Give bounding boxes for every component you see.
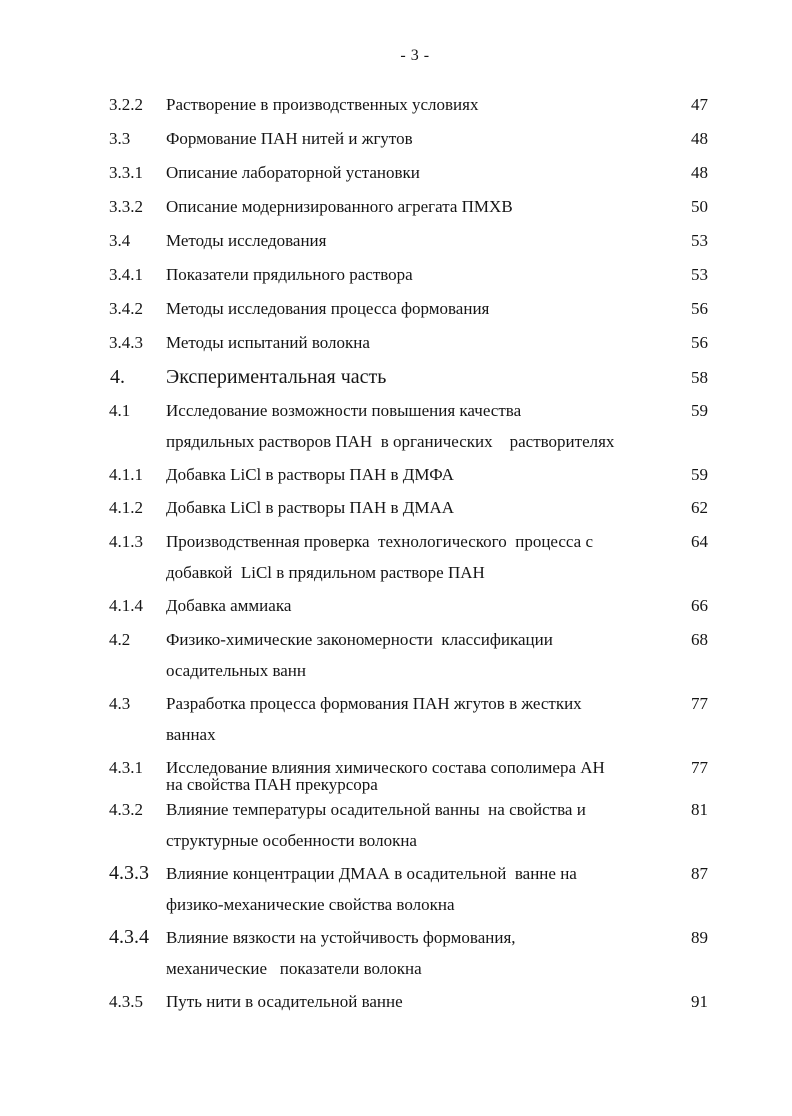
toc-entry-title-line: Физико-химические закономерности классификации	[166, 630, 553, 649]
toc-entry-page: 59	[691, 465, 708, 484]
toc-entry-number: 4.1.1	[109, 465, 143, 484]
toc-entry-title-line: прядильных растворов ПАН в органических растворителях	[166, 432, 615, 451]
toc-entry-number: 4.3	[109, 694, 131, 713]
toc-entry-page: 56	[691, 299, 708, 318]
toc-entry-title	[166, 864, 676, 915]
toc-entry-page: 89	[691, 928, 708, 947]
page-number: - 3 -	[400, 47, 430, 64]
toc-entry-title	[166, 630, 676, 681]
toc-entry-page: 68	[691, 630, 708, 649]
toc-entry-title	[166, 333, 676, 353]
toc-entry-title-line: Экспериментальная часть	[166, 366, 387, 388]
toc-entry-page: 56	[691, 333, 708, 352]
toc-entry-page: 58	[691, 368, 708, 387]
toc-entry-title-line: Влияние температуры осадительной ванны на свойства и	[166, 800, 586, 819]
toc-entry-number: 4.	[110, 366, 125, 388]
toc-entry-number: 4.3.2	[109, 800, 143, 819]
toc-entry-title	[166, 800, 676, 851]
toc-entry-title-line: Растворение в производственных условиях	[166, 95, 479, 114]
toc-entry-title-line: Методы исследования	[166, 231, 327, 250]
toc-entry-number: 3.4.3	[109, 333, 143, 352]
toc-entry-title	[166, 366, 676, 389]
toc-entry-title-line: Путь нити в осадительной ванне	[166, 992, 403, 1011]
toc-entry-number: 4.1.3	[109, 532, 143, 551]
toc-entry-title-line: ваннах	[166, 725, 216, 744]
toc-entry-page: 59	[691, 401, 708, 420]
toc-entry-title-line: Методы испытаний волокна	[166, 333, 370, 352]
toc-entry-title-line: Добавка аммиака	[166, 596, 292, 615]
toc-entry-title-line: механические показатели волокна	[166, 959, 422, 978]
toc-entry-page: 53	[691, 265, 708, 284]
toc-entry-title	[166, 231, 676, 251]
toc-entry-number: 3.4.1	[109, 265, 143, 284]
toc-entry-title-line: добавкой LiCl в прядильном растворе ПАН	[166, 563, 485, 582]
toc-entry-title-line: Добавка LiCl в растворы ПАН в ДМАА	[166, 498, 455, 517]
toc-entry-page: 77	[691, 694, 708, 713]
toc-entry-number: 4.1	[109, 401, 131, 420]
toc-entry-number: 3.4	[109, 231, 131, 250]
toc-entry-page: 87	[691, 864, 708, 883]
toc-entry-title	[166, 265, 676, 285]
toc-entry-title-line: физико-механические свойства волокна	[166, 895, 455, 914]
toc-entry-title	[166, 992, 676, 1012]
toc-entry-number: 4.1.4	[109, 596, 143, 615]
toc-entry-title-line: Исследование возможности повышения качества	[166, 401, 522, 420]
toc-entry-page: 53	[691, 231, 708, 250]
toc-entry-number: 4.3.4	[109, 926, 149, 948]
toc-entry-title	[166, 465, 676, 485]
toc-entry-title	[166, 928, 676, 979]
toc-entry-title	[166, 498, 676, 518]
toc-entry-number: 4.1.2	[109, 498, 143, 517]
toc-entry-page: 62	[691, 498, 708, 517]
toc-entry-number: 3.2.2	[109, 95, 143, 114]
toc-entry-title-line: Влияние вязкости на устойчивость формования,	[166, 928, 516, 947]
toc-entry-title	[166, 163, 676, 183]
toc-entry-title	[166, 596, 676, 616]
toc-entry-title-line: Описание модернизированного агрегата ПМХВ	[166, 197, 513, 216]
toc-entry-page: 48	[691, 163, 708, 182]
toc-entry-title	[166, 299, 676, 319]
toc-entry-number: 3.4.2	[109, 299, 143, 318]
toc-entry-title-line: Показатели прядильного раствора	[166, 265, 413, 284]
toc-entry-title-line: структурные особенности волокна	[166, 831, 417, 850]
toc-entry-number: 4.3.3	[109, 862, 149, 884]
toc-entry-title	[166, 401, 676, 452]
toc-entry-title	[166, 758, 676, 795]
toc-entry-title	[166, 95, 676, 115]
toc-entry-title-line: Добавка LiCl в растворы ПАН в ДМФА	[166, 465, 454, 484]
toc-entry-number: 4.3.1	[109, 758, 143, 777]
toc-entry-page: 48	[691, 129, 708, 148]
toc-entry-page: 50	[691, 197, 708, 216]
toc-entry-title-line: Влияние концентрации ДМАА в осадительной ванне на	[166, 864, 577, 883]
toc-entry-title-line: Описание лабораторной установки	[166, 163, 420, 182]
toc-entry-title-line: Производственная проверка технологического процесса с	[166, 532, 594, 551]
toc-entry-title	[166, 694, 676, 745]
toc-entry-page: 77	[691, 758, 708, 777]
toc-entry-number: 4.2	[109, 630, 131, 649]
toc-entry-number: 4.3.5	[109, 992, 143, 1011]
toc-entry-number: 3.3	[109, 129, 131, 148]
toc-entry-page: 47	[691, 95, 708, 114]
toc-entry-title-line: на свойства ПАН прекурсора	[166, 775, 378, 794]
toc-entry-number: 3.3.1	[109, 163, 143, 182]
toc-entry-title	[166, 532, 676, 583]
toc-entry-title-line: Разработка процесса формования ПАН жгутов в жестких	[166, 694, 582, 713]
toc-entry-page: 64	[691, 532, 708, 551]
toc-entry-title-line: Методы исследования процесса формования	[166, 299, 490, 318]
toc-entry-page: 81	[691, 800, 708, 819]
toc-entry-page: 91	[691, 992, 708, 1011]
toc-entry-title	[166, 197, 676, 217]
toc-entry-number: 3.3.2	[109, 197, 143, 216]
toc-entry-title-line: осадительных ванн	[166, 661, 306, 680]
toc-entry-title-line: Формование ПАН нитей и жгутов	[166, 129, 413, 148]
toc-entry-title	[166, 129, 676, 149]
toc-entry-title-line: Исследование влияния химического состава сополимера АН	[166, 758, 605, 777]
toc-entry-page: 66	[691, 596, 708, 615]
